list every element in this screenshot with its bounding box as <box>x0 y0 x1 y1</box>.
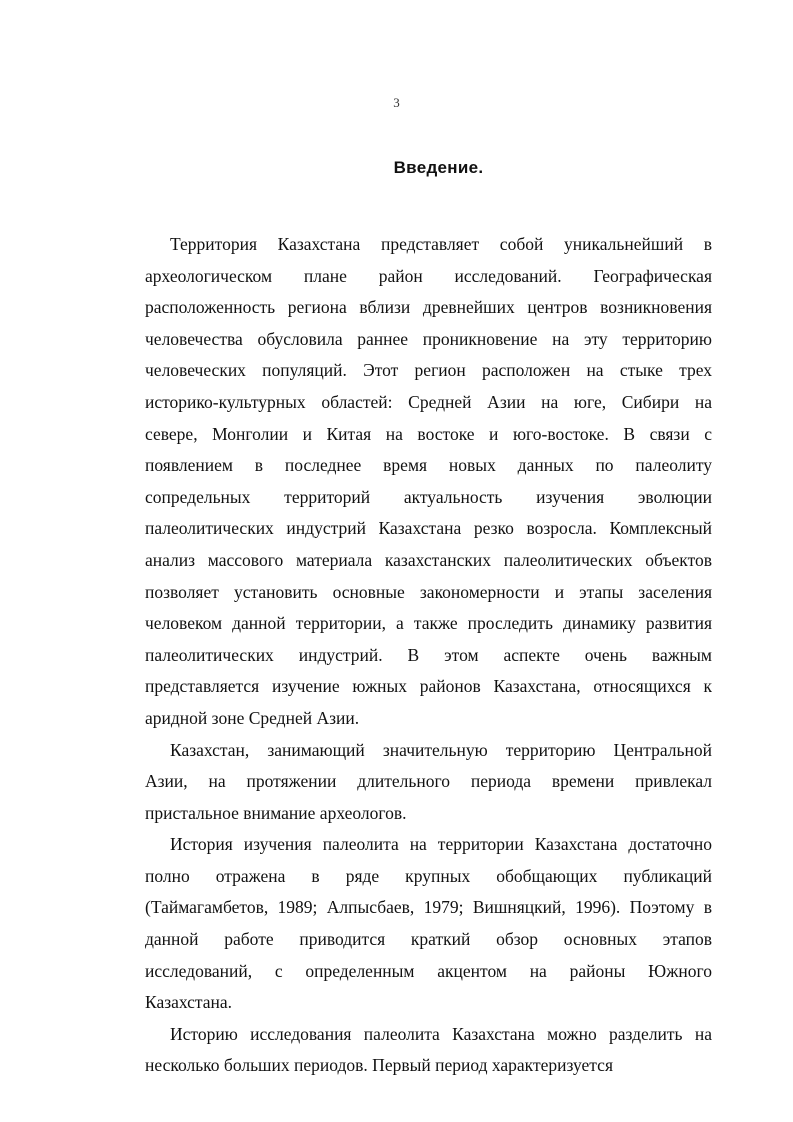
text-line: появлением в последнее время новых данных по палеолиту <box>145 455 712 476</box>
text-line: расположенность региона вблизи древнейших центров возникновения <box>145 297 712 318</box>
text-line: археологическом плане район исследований. Географическая <box>145 265 712 286</box>
text-line: История изучения палеолита на территории Казахстана достаточно <box>170 834 712 855</box>
text-line: Казахстана. <box>145 992 233 1013</box>
paragraph <box>145 1019 712 1082</box>
text-line: человеческих популяций. Этот регион расположен на стыке трех <box>145 360 712 381</box>
text-line: Историю исследования палеолита Казахстана можно разделить на <box>170 1023 712 1044</box>
text-line: исследований, с определенным акцентом на районы Южного <box>145 960 712 981</box>
paragraph <box>145 229 712 735</box>
text-line: полно отражена в ряде крупных обобщающих публикаций <box>145 865 712 886</box>
body-text <box>145 229 712 1082</box>
text-line: пристальное внимание археологов. <box>145 802 407 823</box>
text-line: Азии, на протяжении длительного периода времени привлекал <box>145 771 712 792</box>
text-line: палеолитических индустрий Казахстана резко возросла. Комплексный <box>145 518 712 539</box>
text-line: позволяет установить основные закономерности и этапы заселения <box>145 581 712 602</box>
text-line: человеком данной территории, а также проследить динамику развития <box>145 613 712 634</box>
text-line: (Таймагамбетов, 1989; Алпысбаев, 1979; Вишняцкий, 1996). Поэтому в <box>145 897 712 918</box>
text-line: данной работе приводится краткий обзор основных этапов <box>145 929 712 950</box>
text-line: анализ массового материала казахстанских палеолитических объектов <box>145 549 712 570</box>
text-line: палеолитических индустрий. В этом аспекте очень важным <box>145 644 712 665</box>
text-line: историко-культурных областей: Средней Азии на юге, Сибири на <box>145 391 712 412</box>
text-line: несколько больших периодов. Первый период характеризуется <box>145 1055 613 1076</box>
text-line: Территория Казахстана представляет собой уникальнейший в <box>170 234 712 254</box>
text-line: севере, Монголии и Китая на востоке и юго-востоке. В связи с <box>145 423 712 444</box>
text-line: Казахстан, занимающий значительную территорию Центральной <box>170 739 712 760</box>
paragraph <box>145 735 712 830</box>
text-line: аридной зоне Средней Азии. <box>145 707 360 728</box>
text-line: представляется изучение южных районов Казахстана, относящихся к <box>145 676 712 697</box>
page-number: 3 <box>393 95 400 110</box>
text-line: человечества обусловила раннее проникновение на эту территорию <box>145 328 712 349</box>
section-title: Введение. <box>393 158 484 177</box>
paragraph <box>145 829 712 1019</box>
text-line: сопредельных территорий актуальность изучения эволюции <box>145 486 712 507</box>
